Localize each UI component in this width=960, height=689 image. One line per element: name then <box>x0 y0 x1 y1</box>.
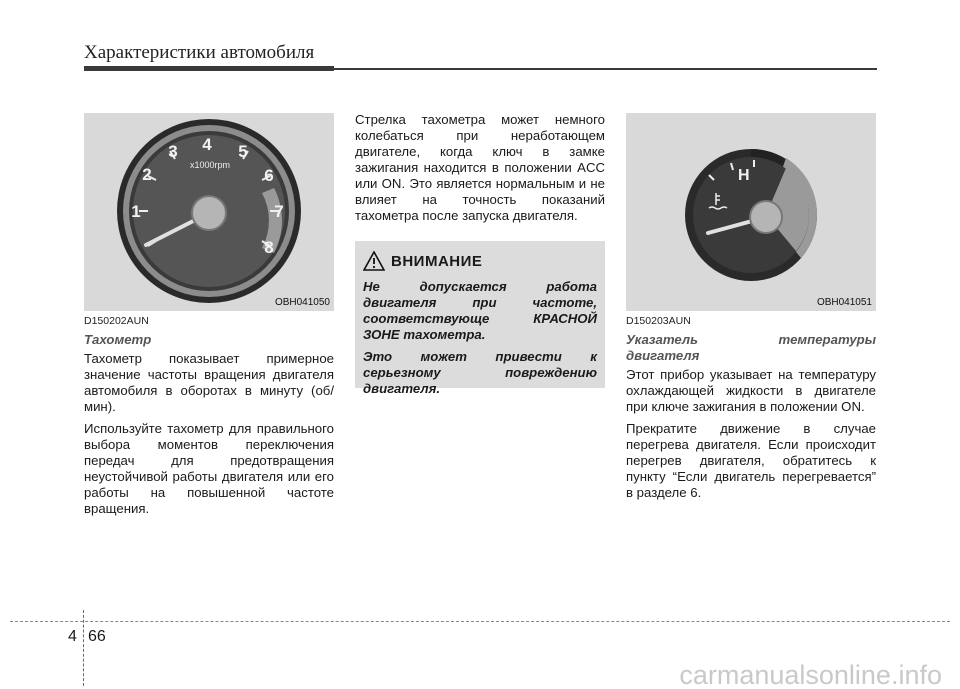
header-rule-thick <box>84 66 334 71</box>
header-rule-thin <box>334 68 877 70</box>
page-header-title: Характеристики автомобиля <box>84 42 315 63</box>
paragraph: Прекратите движение в случае перегрева двигателя. Если происходит перегрев двигателя, обратитесь к пункту “Если двигатель перегревается” в разделе 6. <box>626 421 876 500</box>
footer-rule <box>10 621 950 622</box>
temperature-gauge-illustration <box>626 113 876 311</box>
paragraph: Используйте тахометр для правильного выбора моментов переключения передач для предотвращения неустойчивой работы двигателя или его работы на повышенной частоте вращения. <box>84 421 334 516</box>
tachometer-note <box>355 112 605 230</box>
tick-label-6: 6 <box>264 166 274 185</box>
section-subheading: Тахометр <box>84 332 152 347</box>
tachometer-figure <box>84 113 334 311</box>
warning-triangle-icon <box>363 251 385 271</box>
chapter-number: 4 <box>68 628 77 645</box>
paragraph: Стрелка тахометра может немного колебаться при неработающем двигателе, когда ключ в замке зажигания находится в положении ACC или ON. Это является нормальным и не влияет на точность показаний тахометра после запуска двигателя. <box>355 112 605 223</box>
caution-text: Не допускается работа двигателя при частоте, соответствующе КРАСНОЙ ЗОНЕ тахометра. <box>363 279 597 342</box>
figure-code: OBH041050 <box>274 297 330 308</box>
paragraph: Этот прибор указывает на температуру охлаждающей жидкости в двигателе при ключе зажигания в положении ON. <box>626 367 876 414</box>
tick-label-4: 4 <box>202 135 212 154</box>
tachometer-gauge-illustration <box>84 113 334 311</box>
caution-title: ВНИМАНИЕ <box>391 252 483 270</box>
caution-box <box>355 241 605 396</box>
tick-label-7: 7 <box>274 202 284 221</box>
tick-label-8: 8 <box>264 238 274 257</box>
hot-label: H <box>738 167 750 184</box>
watermark: carmanualsonline.info <box>679 660 942 689</box>
section-subheading: Указатель температуры двигателя <box>626 332 876 363</box>
section-code: D150202AUN <box>84 315 149 327</box>
figure-code: OBH041051 <box>816 297 872 308</box>
section-code: D150203AUN <box>626 315 691 327</box>
page-number: 66 <box>88 628 106 645</box>
caution-text: Это может привести к серьезному повреждению двигателя. <box>363 349 597 396</box>
temperature-gauge-section <box>626 315 876 507</box>
temperature-gauge-figure <box>626 113 876 311</box>
paragraph: Тахометр показывает примерное значение частоты вращения двигателя автомобиля в оборотах в минуту (об/мин). <box>84 351 334 414</box>
tick-label-2: 2 <box>142 165 152 184</box>
tick-label-3: 3 <box>168 142 178 161</box>
tachometer-section <box>84 315 334 523</box>
tick-label-5: 5 <box>238 142 248 161</box>
gauge-unit-label: x1000rpm <box>189 160 231 170</box>
tick-label-1: 1 <box>131 202 141 221</box>
footer-divider <box>83 610 84 686</box>
